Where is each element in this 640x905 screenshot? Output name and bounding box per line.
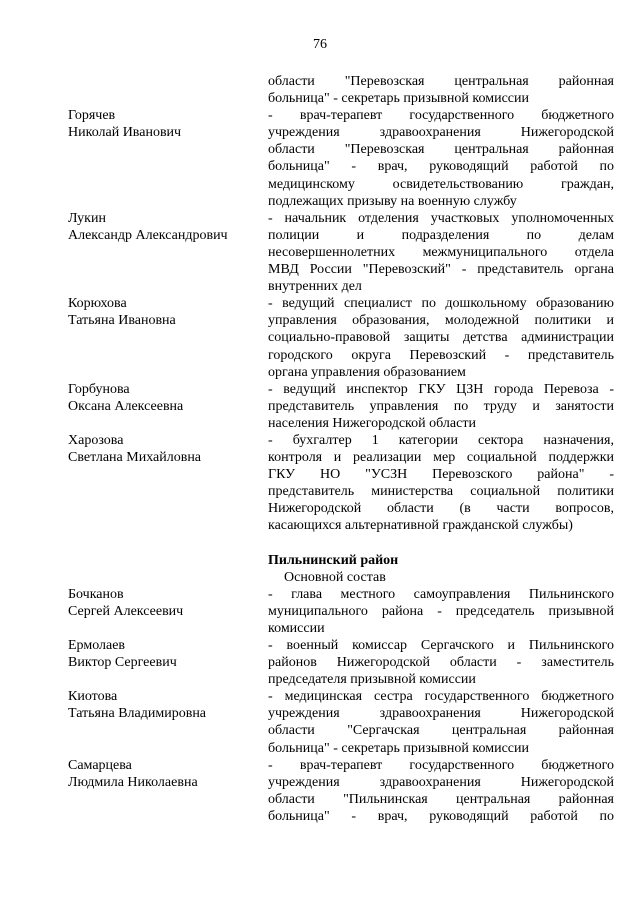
member-name-line: Лукин bbox=[68, 210, 106, 226]
member-name-line: Корюхова bbox=[68, 296, 127, 312]
member-name bbox=[68, 586, 268, 637]
member-entry bbox=[68, 757, 614, 825]
member-name bbox=[68, 432, 268, 535]
member-name bbox=[68, 295, 268, 380]
name-column bbox=[68, 552, 268, 569]
member-role bbox=[268, 381, 614, 432]
member-role-line: - врач-терапевт государственного бюджетного bbox=[268, 757, 614, 773]
member-role-line: комиссии bbox=[268, 620, 325, 636]
member-role-line: населения Нижегородской области bbox=[268, 415, 476, 431]
member-role-line: контроля и реализации мер социальной поддержки bbox=[268, 450, 614, 466]
member-role bbox=[268, 73, 614, 107]
member-name bbox=[68, 637, 268, 688]
member-role-line: городского округа Перевозский - представитель bbox=[268, 347, 614, 363]
member-name-line: Сергей Алексеевич bbox=[68, 603, 184, 619]
member-role bbox=[268, 210, 614, 295]
member-role-line: управления образования, молодежной политики и bbox=[268, 313, 614, 329]
member-name-line: Александр Александрович bbox=[68, 227, 228, 243]
member-name-line: Харозова bbox=[68, 432, 124, 448]
section-spacer bbox=[68, 535, 614, 552]
member-entry bbox=[68, 210, 614, 295]
member-role-line: больница" - секретарь призывной комиссии bbox=[268, 91, 529, 107]
member-name bbox=[68, 73, 268, 107]
member-role-line: МВД России "Перевозский" - представитель органа bbox=[268, 262, 614, 278]
member-role bbox=[268, 586, 614, 637]
member-role-line: - военный комиссар Сергачского и Пильнинского bbox=[268, 638, 614, 653]
member-role-line: - глава местного самоуправления Пильнинского bbox=[268, 586, 614, 602]
member-role-line: больница" - врач, руководящий работой по bbox=[268, 159, 614, 175]
member-role-line: - ведущий инспектор ГКУ ЦЗН города Перевоза - bbox=[268, 381, 614, 397]
member-role bbox=[268, 295, 614, 380]
member-name-line: Горячев bbox=[68, 108, 116, 124]
member-role-line: больница" - врач, руководящий работой по bbox=[268, 808, 614, 824]
member-role-line: области "Перевозская центральная районная bbox=[268, 142, 614, 158]
member-entry bbox=[68, 586, 614, 637]
member-role-line: области "Пильнинская центральная районная bbox=[268, 791, 614, 807]
commission-member-list bbox=[68, 73, 614, 825]
member-name-line: Николай Иванович bbox=[68, 125, 182, 141]
member-role-line: - ведущий специалист по дошкольному образованию bbox=[268, 296, 614, 312]
member-role-line: больница" - секретарь призывной комиссии bbox=[268, 740, 529, 756]
composition-subheading: Основной состав bbox=[284, 569, 386, 585]
member-name-line: Бочканов bbox=[68, 586, 124, 602]
member-role-line: медицинскому освидетельствованию граждан, bbox=[268, 176, 614, 192]
member-role-line: подлежащих призыву на военную службу bbox=[268, 193, 517, 209]
member-name-line: Татьяна Владимировна bbox=[68, 706, 207, 722]
member-name bbox=[68, 107, 268, 210]
member-role-line: районов Нижегородской области - заместитель bbox=[268, 655, 614, 671]
member-entry bbox=[68, 381, 614, 432]
member-entry bbox=[68, 107, 614, 210]
member-entry bbox=[68, 432, 614, 535]
member-role-line: касающихся альтернативной гражданской службы) bbox=[268, 518, 573, 534]
member-role-line: представитель управления по труду и занятости bbox=[268, 398, 614, 414]
member-role-line: представитель министерства социальной политики bbox=[268, 484, 614, 500]
member-name-line: Киотова bbox=[68, 689, 118, 705]
member-role-line: - начальник отделения участковых уполномоченных bbox=[268, 210, 614, 226]
member-name-line: Самарцева bbox=[68, 757, 132, 773]
member-name bbox=[68, 757, 268, 825]
member-role-line: Нижегородской области (в части вопросов, bbox=[268, 501, 614, 517]
member-role-line: полиции и подразделения по делам bbox=[268, 227, 614, 243]
member-role bbox=[268, 688, 614, 756]
member-name bbox=[68, 210, 268, 295]
member-entry bbox=[68, 295, 614, 380]
member-role-line: муниципального района - председатель призывной bbox=[268, 603, 614, 619]
member-role-line: органа управления образованием bbox=[268, 364, 466, 380]
member-name-line: Светлана Михайловна bbox=[68, 450, 202, 466]
member-role-line: учреждения здравоохранения Нижегородской bbox=[268, 125, 614, 141]
member-role-line: учреждения здравоохранения Нижегородской bbox=[268, 774, 614, 790]
member-entry bbox=[68, 637, 614, 688]
member-name bbox=[68, 688, 268, 756]
member-role-line: - бухгалтер 1 категории сектора назначения, bbox=[268, 432, 614, 448]
member-entry bbox=[68, 688, 614, 756]
member-role-line: ГКУ НО "УСЗН Перевозского района" - bbox=[268, 467, 614, 483]
member-name-line: Виктор Сергеевич bbox=[68, 655, 177, 671]
member-name bbox=[68, 381, 268, 432]
member-name-line: Ермолаев bbox=[68, 638, 126, 653]
member-role bbox=[268, 432, 614, 535]
member-role bbox=[268, 637, 614, 688]
section-heading-row bbox=[68, 552, 614, 569]
member-role-line: председателя призывной комиссии bbox=[268, 672, 476, 688]
name-column bbox=[68, 569, 268, 586]
member-name-line: Горбунова bbox=[68, 381, 130, 397]
member-role bbox=[268, 107, 614, 210]
member-role-line: - медицинская сестра государственного бюджетного bbox=[268, 689, 614, 705]
member-role-line: социально-правовой защиты детства администрации bbox=[268, 330, 614, 346]
member-role-line: учреждения здравоохранения Нижегородской bbox=[268, 706, 614, 722]
member-role-line: - врач-терапевт государственного бюджетного bbox=[268, 108, 614, 124]
member-name-line: Людмила Николаевна bbox=[68, 774, 198, 790]
page-number: 76 bbox=[313, 37, 327, 52]
section-subheading-row bbox=[68, 569, 614, 586]
member-role-line: внутренних дел bbox=[268, 279, 362, 295]
member-name-line: Татьяна Ивановна bbox=[68, 313, 176, 329]
district-heading: Пильнинский район bbox=[268, 552, 399, 568]
member-entry bbox=[68, 73, 614, 107]
member-name-line: Оксана Алексеевна bbox=[68, 398, 184, 414]
member-role-line: несовершеннолетних межмуниципального отдела bbox=[268, 244, 614, 260]
member-role-line: области "Перевозская центральная районная bbox=[268, 74, 614, 89]
member-role bbox=[268, 757, 614, 825]
member-role-line: области "Сергачская центральная районная bbox=[268, 723, 614, 739]
